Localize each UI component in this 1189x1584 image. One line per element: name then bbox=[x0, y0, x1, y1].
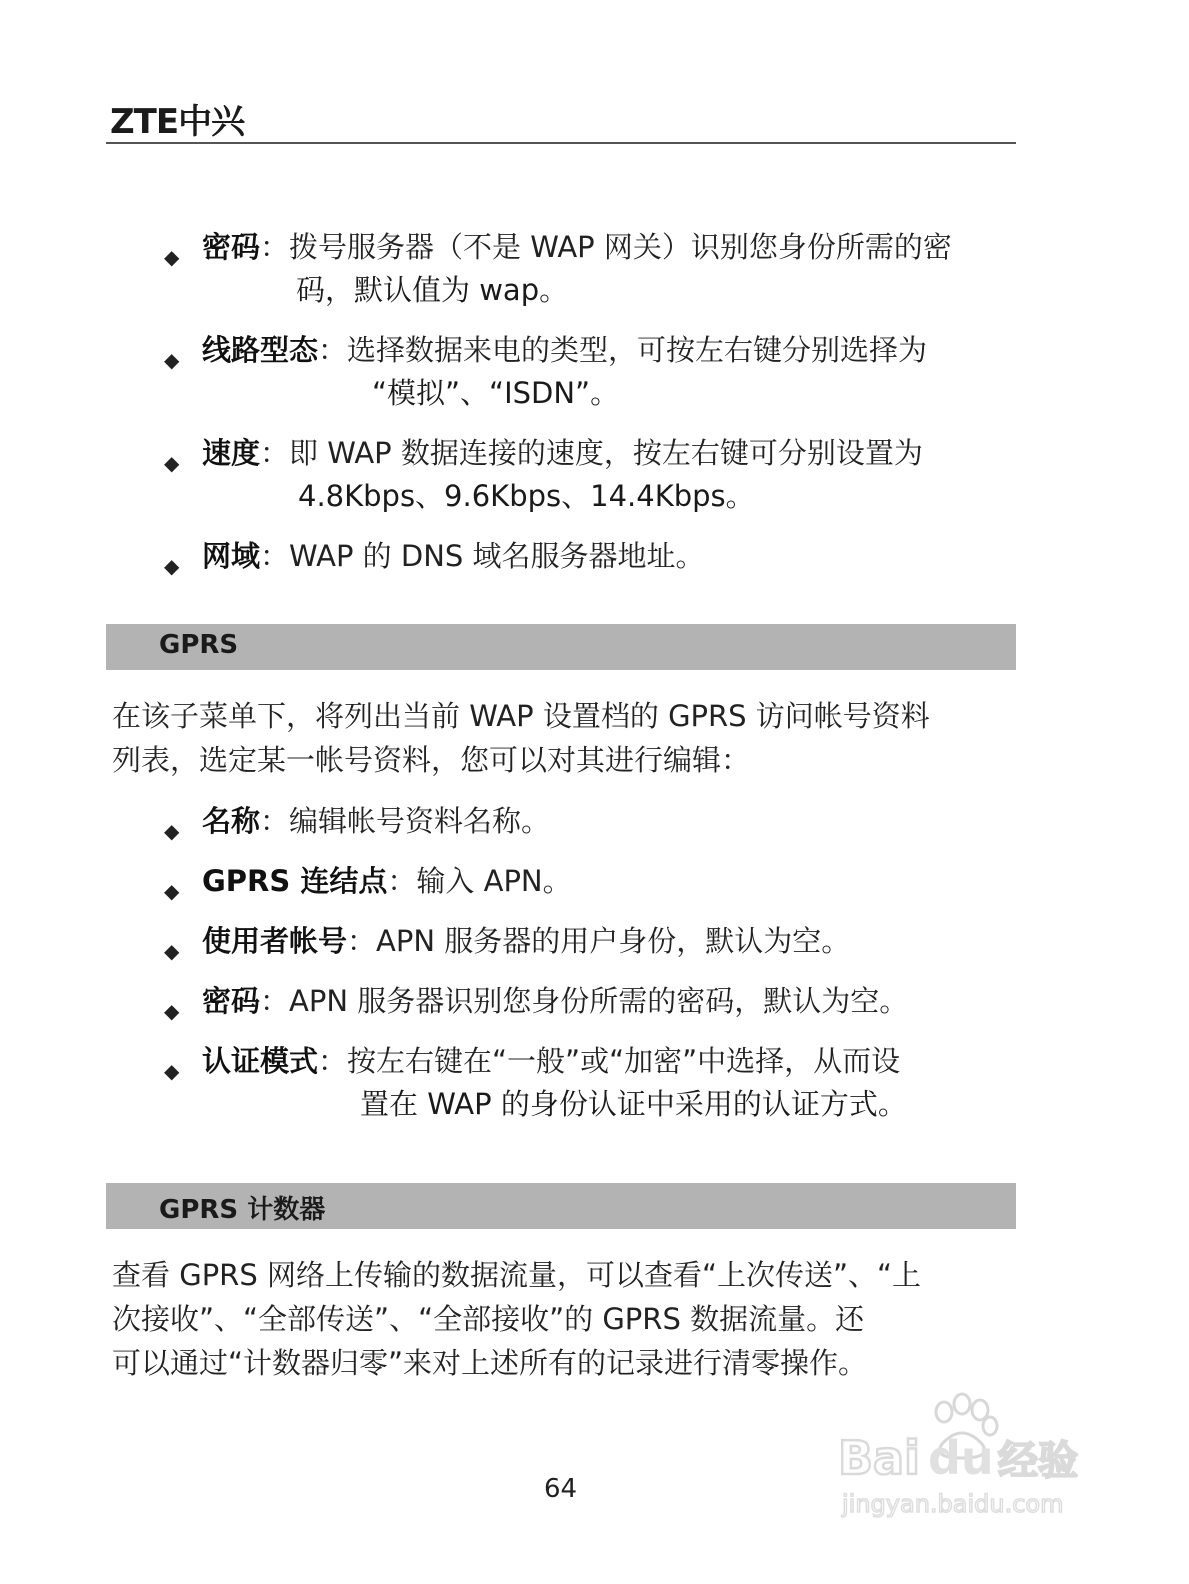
list-item: ◆ 网域：WAP 的 DNS 域名服务器地址。 bbox=[162, 535, 1022, 578]
svg-text:du: du bbox=[928, 1431, 994, 1485]
diamond-bullet-icon: ◆ bbox=[164, 819, 180, 843]
page-number: 64 bbox=[543, 1474, 578, 1504]
list-item: ◆ 认证模式：按左右键在“一般”或“加密”中选择，从而设 置在 WAP 的身份认证中采用的认证方式。 bbox=[164, 1044, 907, 1121]
list-item: ◆ 速度：即 WAP 数据连接的速度，按左右键可分别设置为 4.8Kbps、9.6Kbps、14.4Kbps。 bbox=[164, 436, 923, 513]
zte-logo: ZTE中兴 bbox=[110, 102, 245, 142]
diamond-bullet-icon: ◆ bbox=[164, 451, 180, 475]
list-item: ◆ 密码：拨号服务器（不是 WAP 网关）识别您身份所需的密 码，默认值为 wap。 bbox=[164, 230, 952, 307]
list-item: ◆ 使用者帐号：APN 服务器的用户身份，默认为空。 bbox=[162, 920, 1022, 963]
gprs-settings-list bbox=[162, 800, 1022, 1143]
gprs-counter-description: 查看 GPRS 网络上传输的数据流量，可以查看“上次传送”、“上 次接收”、“全部传送”、“全部接收”的 GPRS 数据流量。还 可以通过“计数器归零”来对上述所有的记录进行清零操作。 bbox=[112, 1258, 922, 1380]
diamond-bullet-icon: ◆ bbox=[164, 999, 180, 1023]
diamond-bullet-icon: ◆ bbox=[164, 348, 180, 372]
diamond-bullet-icon: ◆ bbox=[164, 939, 180, 963]
diamond-bullet-icon: ◆ bbox=[164, 1059, 180, 1083]
svg-text:经验: 经验 bbox=[998, 1438, 1078, 1484]
list-item: ◆ 名称：编辑帐号资料名称。 bbox=[162, 800, 1022, 843]
list-item: ◆ 线路型态：选择数据来电的类型，可按左右键分别选择为 “模拟”、“ISDN”。 bbox=[164, 333, 928, 410]
svg-text:Bai: Bai bbox=[838, 1431, 920, 1485]
list-item: ◆ GPRS 连结点：输入 APN。 bbox=[162, 860, 1022, 903]
section-heading-gprs-counter: GPRS 计数器 bbox=[106, 1183, 1016, 1229]
diamond-bullet-icon: ◆ bbox=[164, 879, 180, 903]
baidu-watermark bbox=[832, 1392, 1112, 1522]
page-header bbox=[106, 92, 1016, 144]
wap-settings-list bbox=[162, 226, 1022, 595]
list-item: ◆ 密码：APN 服务器识别您身份所需的密码，默认为空。 bbox=[162, 980, 1022, 1023]
diamond-bullet-icon: ◆ bbox=[164, 554, 180, 578]
section-heading-gprs: GPRS bbox=[106, 624, 1016, 670]
diamond-bullet-icon: ◆ bbox=[164, 245, 180, 269]
svg-text:jingyan.baidu.com: jingyan.baidu.com bbox=[842, 1490, 1064, 1518]
gprs-intro: 在该子菜单下，将列出当前 WAP 设置档的 GPRS 访问帐号资料 列表，选定某一帐号资料，您可以对其进行编辑： bbox=[112, 699, 930, 777]
